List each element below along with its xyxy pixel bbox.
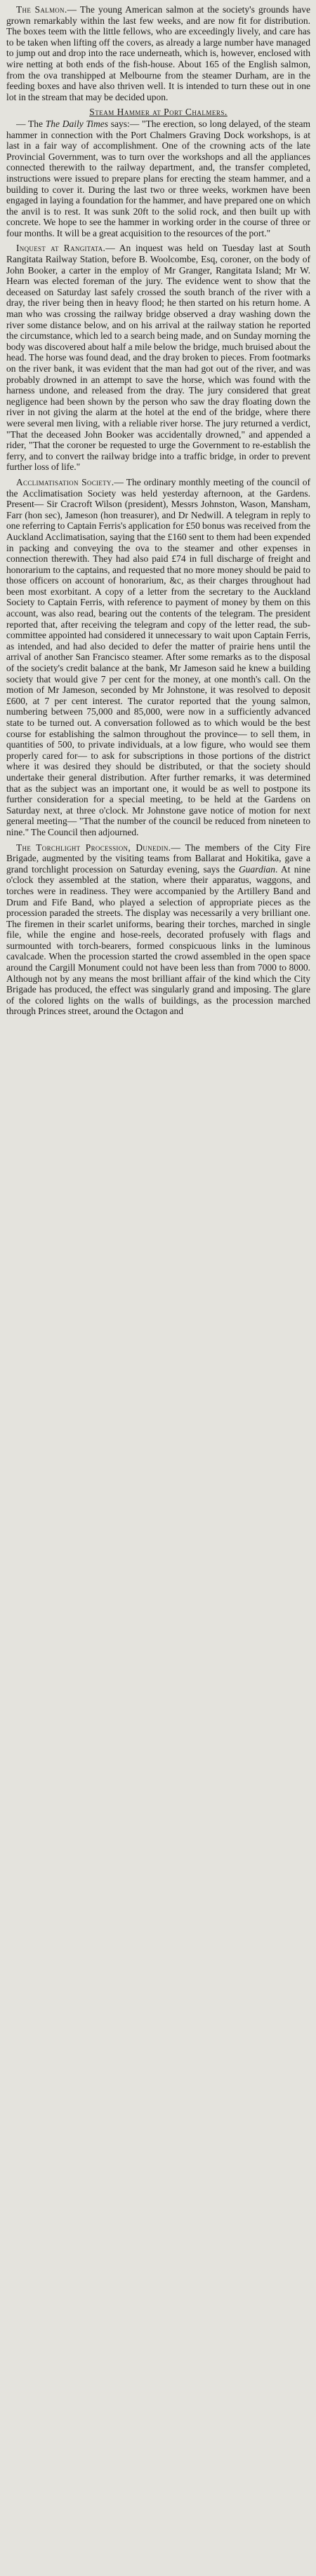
article-inquest bbox=[6, 243, 310, 472]
body-acclimatisation: — The ordinary monthly meeting of the council of the Acclimatisation Society was held yesterday afternoon, at the Gardens. Present— Sir Cracroft Wilson (president), Messrs Johnston, Wason, Mansham, Farr (hon sec), Jameson (hon treasurer), and Dr Nedwill. A telegram in reply to one referring to Captain Ferris's application for £50 bonus was received from the Auckland Acclimatisation, saying that the £160 sent to them had been expended in packing and conveying the ova to the steamer and other expenses in connection therewith. They had also paid £74 in full discharge of freight and honorarium to the captains, and requested that no more money should be paid to those officers on account of honorarium, &c, as their charges throughout had been most exorbitant. A copy of a letter from the secretary to the Auckland Society to Captain Ferris, with reference to payment of money by them on this account, was also read, bearing out the contents of the telegram. The president reported that, after receiving the telegram and copy of the letter read, the sub-committee appointed had considered it unnecessary to wait upon Captain Ferris, as intended, and had also decided to defer the matter of prairie hens until the arrival of another San Francisco steamer. After some remarks as to the disposal of the society's credit balance at the bank, Mr Jameson said he knew a building society that would give 7 per cent for the money, at one month's call. On the motion of Mr Jameson, seconded by Mr Johnstone, it was resolved to deposit £600, at 7 per cent interest. The curator reported that the young salmon, numbering between 75,000 and 85,000, were now in a sufficiently advanced state to be turned out. A conversation followed as to which would be the best course for establishing the salmon throughout the province— to sell them, in quantities of 500, to private individuals, at a low figure, who would see them properly cared for— to ask for subscriptions in those portions of the district where it was desired they should be distributed, or that the society should undertake their general distribution. After further remarks, it was determined that as the subject was an important one, it would be as well to postpone its further consideration for a special meeting, to be held at the Gardens on Saturday next, at three o'clock. Mr Johnstone gave notice of motion for next general meeting— "That the number of the council be reduced from nineteen to nine." The Council then adjourned. bbox=[6, 476, 310, 837]
article-salmon bbox=[6, 4, 310, 102]
article-acclimatisation bbox=[6, 477, 310, 838]
heading-steam-hammer: Steam Hammer at Port Chalmers. bbox=[89, 107, 228, 118]
heading-torchlight: The Torchlight Procession, Dunedin. bbox=[16, 842, 171, 853]
body-inquest: — An inquest was held on Tuesday last at South Rangitata Railway Station, before B. Woolcombe, Esq, coroner, on the body of John Booker, a carter in the employ of Mr Granger, Rangitata Island; Mr W. Hearn was elected foreman of the jury. The evidence went to show that the deceased on Saturday last safely crossed the south branch of the river with a dray, the river being then in heavy flood; he then started on his return home. A man who was crossing the railway bridge observed a dray washing down the river some distance below, and on his arrival at the railway station he reported the circumstance, which led to a search being made, and on Sunday morning the body was discovered about half a mile below the bridge, much bruised about the head. The horse was found dead, and the dray broken to pieces. From footmarks on the river bank, it was evident that the man had got out of the river, and was probably drowned in an attempt to save the horse, which was found with the harness undone, and released from the dray. The jury considered that great negligence had been shown by the person who saw the dray floating down the river in not giving the alarm at the hotel at the end of the bridge, where there were several men living, with a reliable river horse. The jury returned a verdict, "That the deceased John Booker was accidentally drowned," and appended a rider, "That the coroner be requested to urge the Government to re-establish the ferry, and to convert the railway bridge into a traffic bridge, in order to prevent further loss of life." bbox=[6, 243, 310, 473]
heading-inquest: Inquest at Rangitata. bbox=[16, 243, 106, 254]
article-torchlight bbox=[6, 842, 310, 1018]
heading-acclimatisation: Acclimatisation Society. bbox=[16, 476, 114, 487]
source-guardian: Guardian bbox=[238, 863, 275, 875]
article-steam-hammer bbox=[6, 119, 310, 239]
source-daily-times: The Daily Times bbox=[45, 118, 108, 129]
body-steam-hammer: says:— "The erection, so long delayed, of the steam hammer in connection with the Port Chalmers Graving Dock workshops, is at last in a fair way of accomplishment. One of the crowning acts of the late Provincial Government, was to turn over the workshops and all the appliances connected therewith to the railway department, and, the transfer completed, instructions were issued to prepare plans for erecting the steam hammer, and a building to cover it. During the last two or three weeks, workmen have been engaged in laying a foundation for the hammer, and have prepared one on which the anvil is to rest. It was sunk 20ft to the solid rock, and then built up with concrete. We hope to see the hammer in working order in the course of three or four months. It will be a great acquisition to the resources of the port." bbox=[6, 118, 311, 238]
body-salmon: — The young American salmon at the society's grounds have grown remarkably within the last few weeks, and are now fit for distribution. The boxes teem with the little fellows, who are exceedingly lively, and care has to be taken when lifting off the covers, as already a large number have managed to jump out and drop into the race underneath, which is, however, enclosed with wire netting at both ends of the fish-house. About 165 of the English salmon, from the ova transhipped at Melbourne from the steamer Durham, are in the feeding boxes and have also thriven well. It is intended to turn these out in one lot in the stream that may be decided upon. bbox=[6, 4, 311, 102]
body-steam-hammer-lead: — The bbox=[16, 118, 43, 129]
heading-salmon: The Salmon. bbox=[16, 4, 67, 15]
body-torchlight-lead: — The members of the City Fire Brigade, augmented by the visiting teams from Ballarat and Hokitika, gave a grand torchlight procession on Saturday evening, says the bbox=[6, 842, 310, 875]
body-torchlight: . At nine o'clock they assembled at the station, where their apparatus, waggons, and torches were in readiness. They were accompanied by the Artillery Band and Drum and Fife Band, who played a selection of appropriate pieces as the procession paraded the streets. The display was necessarily a very brilliant one. The firemen in their scarlet uniforms, bearing their torches, marched in single file, while the engine and hose-reels, decorated profusely with flags and surmounted with torch-bearers, formed conspicuous links in the luminous cavalcade. When the procession started the crowd assembled in the open space around the Cargill Monument could not have been less than from 7000 to 8000. Although not by any means the most brilliant affair of the kind which the City Brigade has produced, the effect was singularly grand and imposing. The glare of the colored lights on the walls of buildings, as the procession marched through Princes street, around the Octagon and bbox=[6, 863, 310, 1017]
